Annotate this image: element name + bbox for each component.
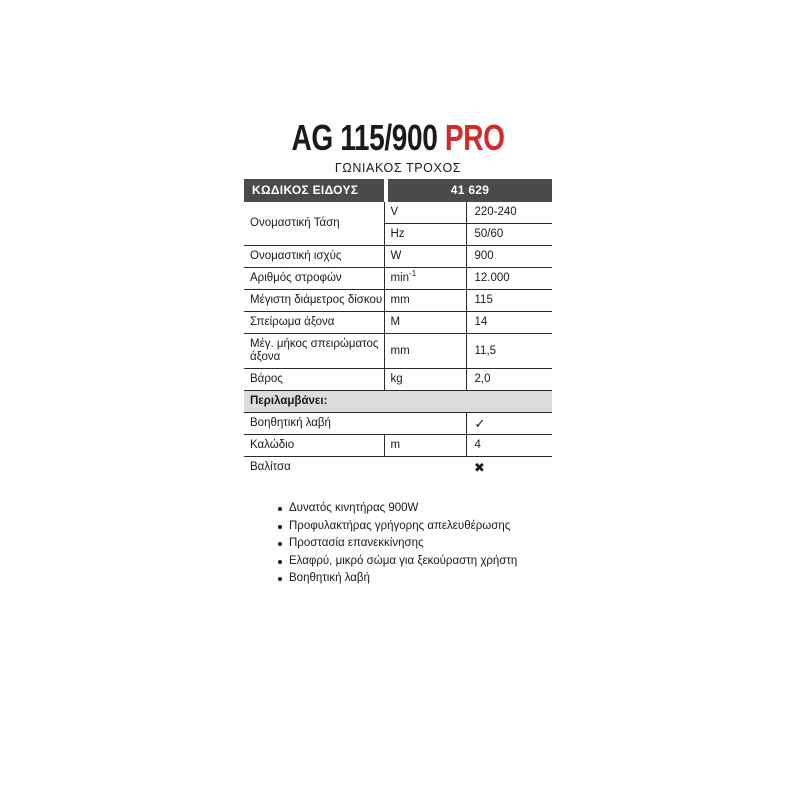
bullet-icon	[278, 542, 282, 546]
bullet-icon	[278, 525, 282, 529]
feature-text: Δυνατός κινητήρας 900W	[289, 502, 419, 514]
handle-label: Βοηθητική λαβή	[244, 413, 466, 435]
thread-label: Σπείρωμα άξονα	[244, 312, 384, 334]
voltage-value: 220-240	[466, 202, 552, 224]
power-value: 900	[466, 246, 552, 268]
weight-unit: kg	[384, 369, 466, 391]
frequency-unit: Hz	[384, 224, 466, 246]
speed-unit	[384, 268, 466, 290]
speed-value: 12.000	[466, 268, 552, 290]
disc-unit: mm	[384, 290, 466, 312]
check-icon: ✓	[466, 413, 552, 435]
table-row	[244, 369, 552, 391]
feature-text: Ελαφρύ, μικρό σώμα για ξεκούραστη χρήστη	[289, 554, 518, 567]
item-code-bar	[244, 179, 552, 202]
power-unit: W	[384, 246, 466, 268]
thread-value: 14	[466, 312, 552, 334]
bullet-icon	[278, 560, 282, 564]
table-row	[244, 246, 552, 268]
model-suffix: PRO	[444, 117, 505, 158]
table-row	[244, 290, 552, 312]
power-label: Ονομαστική ισχύς	[244, 246, 384, 268]
model-name: AG 115/900	[291, 117, 438, 158]
case-label: Βαλίτσα	[250, 461, 291, 473]
thread-length-value: 11,5	[466, 334, 552, 369]
bullet-icon	[278, 507, 282, 511]
weight-value: 2,0	[466, 369, 552, 391]
thread-length-unit: mm	[384, 334, 466, 369]
list-item	[278, 518, 517, 536]
list-item	[278, 500, 517, 518]
disc-value: 115	[466, 290, 552, 312]
cable-label: Καλώδιο	[244, 435, 384, 457]
table-row	[244, 435, 552, 457]
frequency-value: 50/60	[466, 224, 552, 246]
feature-text: Προφυλακτήρας γρήγορης απελευθέρωσης	[289, 519, 511, 532]
item-code-label: ΚΩΔΙΚΟΣ ΕΙΔΟΥΣ	[244, 179, 384, 202]
list-item	[278, 570, 517, 588]
cross-icon: ✖	[474, 460, 485, 475]
speed-unit-exponent: -1	[409, 269, 417, 279]
cable-value: 4	[466, 435, 552, 457]
speed-unit-base: min	[390, 272, 410, 284]
table-row	[244, 268, 552, 290]
product-title	[278, 116, 518, 160]
list-item	[278, 535, 517, 553]
table-row	[244, 334, 552, 369]
cable-unit: m	[384, 435, 466, 457]
disc-label: Μέγιστη διάμετρος δίσκου	[244, 290, 384, 312]
item-code-value: 41 629	[388, 179, 552, 202]
voltage-label: Ονομαστική Τάση	[244, 202, 384, 246]
table-row	[244, 312, 552, 334]
table-row	[244, 413, 552, 435]
feature-text: Προστασία επανεκκίνησης	[289, 537, 424, 549]
thread-unit: M	[384, 312, 466, 334]
product-category: ΓΩΝΙΑΚΟΣ ΤΡΟΧΟΣ	[334, 161, 462, 175]
table-row	[244, 202, 552, 224]
list-item	[278, 553, 517, 571]
voltage-unit: V	[384, 202, 466, 224]
weight-label: Βάρος	[244, 369, 384, 391]
bullet-icon	[278, 577, 282, 581]
feature-list	[278, 500, 517, 588]
includes-heading: Περιλαμβάνει:	[244, 391, 552, 413]
spec-table	[244, 202, 552, 478]
speed-label: Αριθμός στροφών	[244, 268, 384, 290]
feature-text: Βοηθητική λαβή	[289, 572, 370, 584]
includes-section-row	[244, 391, 552, 413]
thread-length-label: Μέγ. μήκος σπειρώματος άξονα	[244, 334, 384, 369]
table-row	[244, 457, 552, 479]
